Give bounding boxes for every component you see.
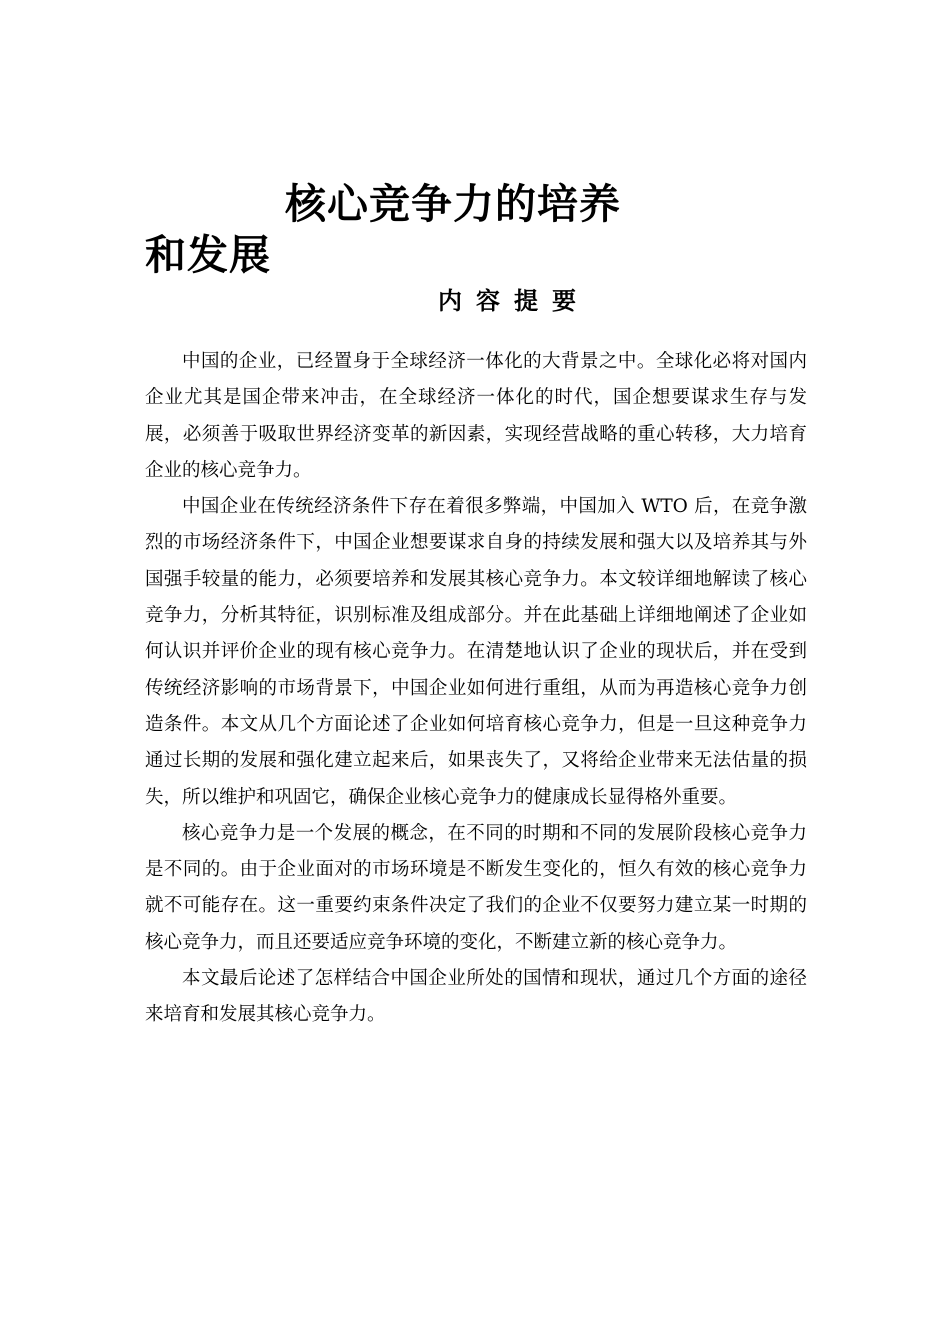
abstract-body [145,344,807,1034]
abstract-heading: 内容提要 [438,287,590,315]
paragraph-4: 本文最后论述了怎样结合中国企业所处的国情和现状，通过几个方面的途径来培育和发展其核心竞争力。 [145,968,807,1026]
title-line-2: 和发展 [145,231,271,279]
paragraph-3: 核心竞争力是一个发展的概念，在不同的时期和不同的发展阶段核心竞争力是不同的。由于企业面对的市场环境是不断发生变化的，恒久有效的核心竞争力就不可能存在。这一重要约束条件决定了我们的企业不仅要努力建立某一时期的核心竞争力，而且还要适应竞争环境的变化，不断建立新的核心竞争力。 [145,822,807,953]
paragraph-1: 中国的企业，已经置身于全球经济一体化的大背景之中。全球化必将对国内企业尤其是国企带来冲击，在全球经济一体化的时代，国企想要谋求生存与发展，必须善于吸取世界经济变革的新因素，实现经营战略的重心转移，大力培育企业的核心竞争力。 [145,351,807,481]
title-line-1: 核心竞争力的培养 [285,180,621,228]
paragraph-2: 中国企业在传统经济条件下存在着很多弊端，中国加入 WTO 后，在竞争激烈的市场经济条件下，中国企业想要谋求自身的持续发展和强大以及培养其与外国强手较量的能力，必须要培养和发展其核心竞争力。本文较详细地解读了核心竞争力，分析其特征，识别标准及组成部分。并在此基础上详细地阐述了企业如何认识并评价企业的现有核心竞争力。在清楚地认识了企业的现状后，并在受到传统经济影响的市场背景下，中国企业如何进行重组，从而为再造核心竞争力创造条件。本文从几个方面论述了企业如何培育核心竞争力，但是一旦这种竞争力通过长期的发展和强化建立起来后，如果丧失了，又将给企业带来无法估量的损失，所以维护和巩固它，确保企业核心竞争力的健康成长显得格外重要。 [145,496,807,808]
